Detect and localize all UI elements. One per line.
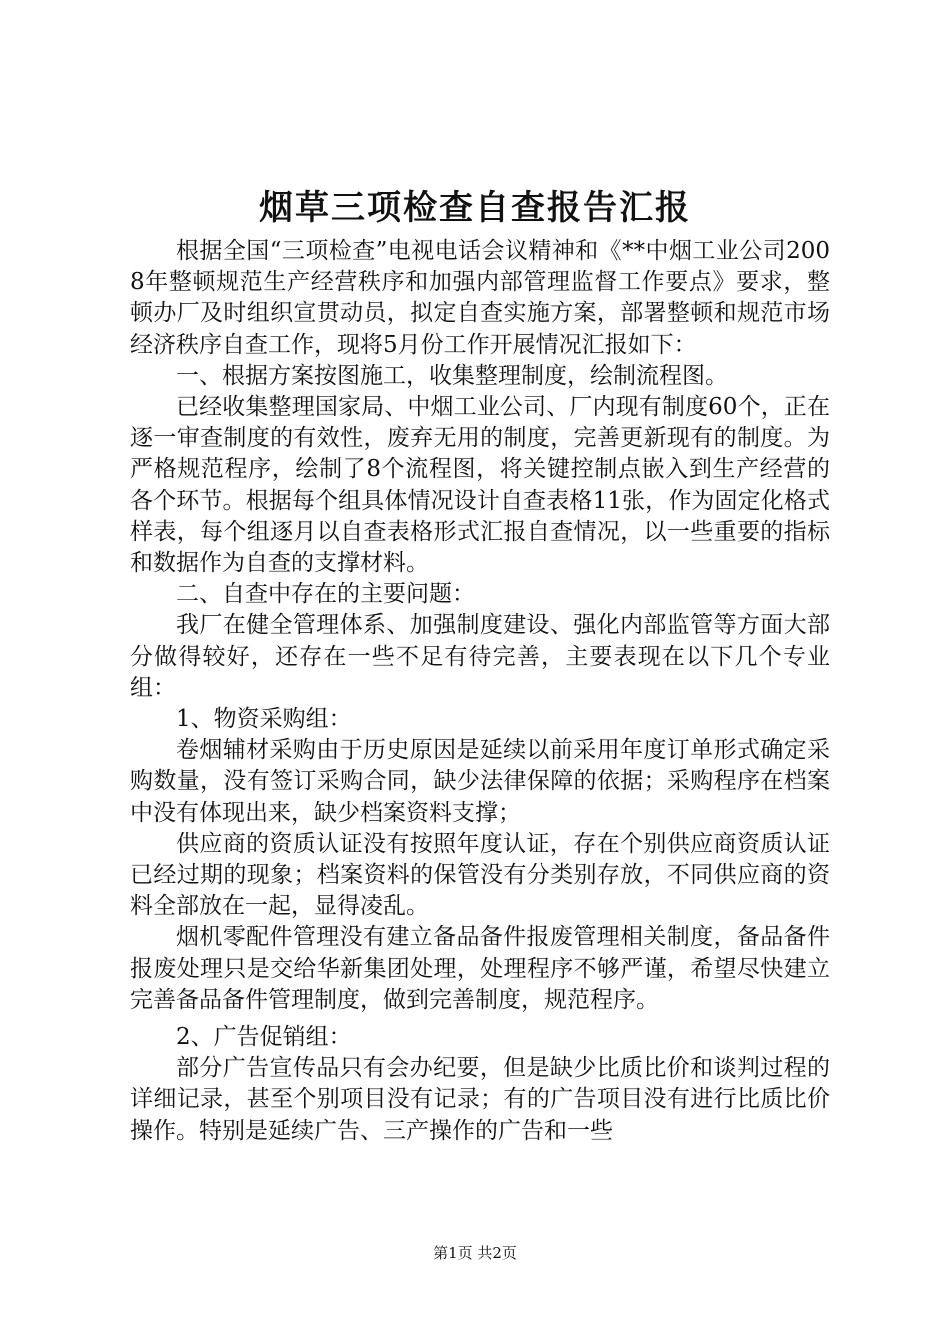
paragraph: 卷烟辅材采购由于历史原因是延续以前采用年度订单形式确定采购数量，没有签订采购合同，缺少法律保障的依据；采购程序在档案中没有体现出来，缺少档案资料支撑； [130,737,830,826]
paragraph: 烟机零配件管理没有建立备品备件报废管理相关制度，备品备件报废处理只是交给华新集团处理，处理程序不够严谨，希望尽快建立完善备品备件管理制度，做到完善制度，规范程序。 [130,924,830,1013]
document-body [130,236,830,1147]
paragraph: 根据全国“三项检查”电视电话会议精神和《**中烟工业公司2008年整顿规范生产经营秩序和加强内部管理监督工作要点》要求，整顿办厂及时组织宣贯动员，拟定自查实施方案，部署整顿和规范市场经济秩序自查工作，现将5月份工作开展情况汇报如下： [130,238,830,358]
paragraph: 一、根据方案按图施工，收集整理制度，绘制流程图。 [176,362,728,389]
paragraph: 二、自查中存在的主要问题： [176,581,475,608]
paragraph: 已经收集整理国家局、中烟工业公司、厂内现有制度60个，正在逐一审查制度的有效性，废弃无用的制度，完善更新现有的制度。为严格规范程序，绘制了8个流程图，将关键控制点嵌入到生产经营的各个环节。根据每个组具体情况设计自查表格11张，作为固定化格式样表，每个组逐月以自查表格形式汇报自查情况，以一些重要的指标和数据作为自查的支撑材料。 [130,394,830,577]
paragraph: 供应商的资质认证没有按照年度认证，存在个别供应商资质认证已经过期的现象；档案资料的保管没有分类别存放，不同供应商的资料全部放在一起，显得凌乱。 [130,830,830,920]
paragraph: 部分广告宣传品只有会办纪要，但是缺少比质比价和谈判过程的详细记录，甚至个别项目没有记录；有的广告项目没有进行比质比价操作。特别是延续广告、三产操作的广告和一些 [130,1055,830,1144]
paragraph: 2、广告促销组： [176,1024,352,1051]
document-title: 烟草三项检查自查报告汇报 [259,188,691,228]
paragraph: 1、物资采购组： [176,706,352,733]
page-footer: 第1页 共2页 [433,1244,517,1262]
paragraph: 我厂在健全管理体系、加强制度建设、强化内部监管等方面大部分做得较好，还存在一些不足有待完善，主要表现在以下几个专业组： [130,612,830,701]
